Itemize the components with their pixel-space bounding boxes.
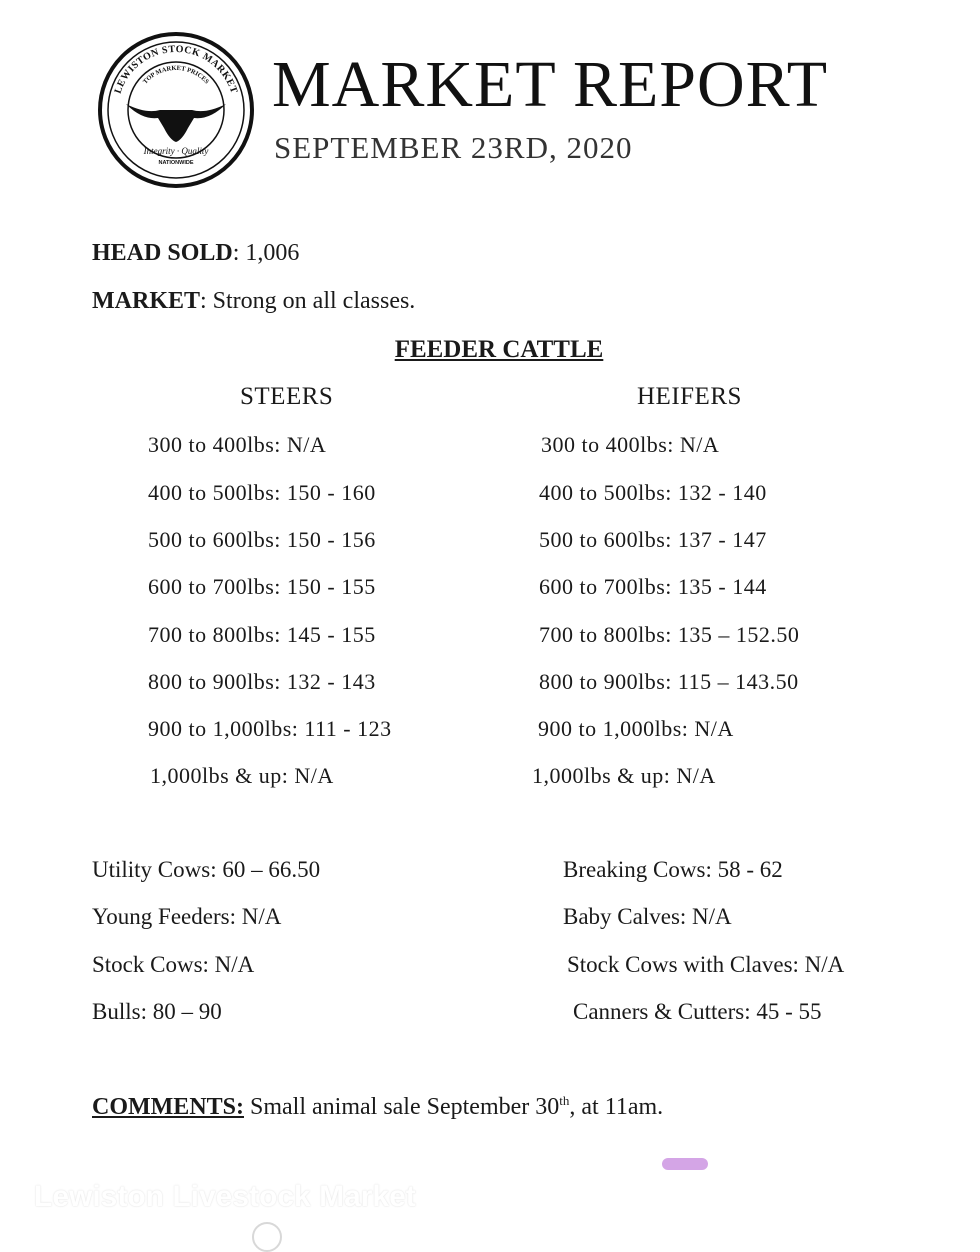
heifers-row: 800 to 900lbs: 115 – 143.50: [539, 669, 799, 694]
other-class-left: Young Feeders: N/A: [92, 904, 282, 929]
steers-row: 400 to 500lbs: 150 - 160: [148, 480, 376, 505]
steers-row: 700 to 800lbs: 145 - 155: [148, 622, 376, 647]
market-logo: [96, 30, 256, 190]
steers-row: 1,000lbs & up: N/A: [150, 763, 334, 788]
head-sold-label: HEAD SOLD: [92, 240, 233, 266]
comments-text-end: , at 11am.: [569, 1094, 664, 1120]
other-class-right: Baby Calves: N/A: [563, 904, 732, 929]
steers-row: 600 to 700lbs: 150 - 155: [148, 574, 376, 599]
logo-bottom-text: NATIONWIDE: [158, 160, 194, 166]
heifers-row: 900 to 1,000lbs: N/A: [538, 716, 734, 741]
heifers-row: 500 to 600lbs: 137 - 147: [539, 527, 767, 552]
comments-line: [92, 1093, 663, 1121]
report-title: MARKET REPORT: [272, 48, 829, 121]
steers-row: 900 to 1,000lbs: 111 - 123: [148, 716, 392, 741]
heifers-row: 1,000lbs & up: N/A: [532, 763, 716, 788]
market-value: : Strong on all classes.: [200, 288, 416, 314]
highlight-smudge: [662, 1158, 708, 1170]
other-class-right: Canners & Cutters: 45 - 55: [573, 999, 822, 1024]
report-date: SEPTEMBER 23RD, 2020: [274, 130, 633, 165]
other-class-left: Utility Cows: 60 – 66.50: [92, 857, 321, 882]
watermark-text: Lewiston Livestock Market: [34, 1180, 416, 1213]
logo-motto: Integrity · Quality: [143, 146, 209, 156]
other-class-left: Stock Cows: N/A: [92, 952, 255, 977]
heifers-row: 700 to 800lbs: 135 – 152.50: [539, 622, 800, 647]
head-sold-value: : 1,006: [232, 240, 300, 266]
heifers-row: 600 to 700lbs: 135 - 144: [539, 574, 767, 599]
comments-text: Small animal sale September 30: [244, 1094, 560, 1120]
market-line: [92, 288, 415, 315]
comments-superscript: th: [559, 1093, 570, 1108]
feeder-cattle-title: FEEDER CATTLE: [394, 336, 604, 363]
other-class-left: Bulls: 80 – 90: [92, 999, 222, 1024]
heifers-heading: HEIFERS: [637, 383, 742, 410]
steers-row: 500 to 600lbs: 150 - 156: [148, 527, 376, 552]
heifers-row: 400 to 500lbs: 132 - 140: [539, 480, 767, 505]
steers-row: 800 to 900lbs: 132 - 143: [148, 669, 376, 694]
logo-arc-text: TOP MARKET PRICES: [141, 64, 211, 86]
steers-row: 300 to 400lbs: N/A: [148, 432, 327, 457]
heifers-row: 300 to 400lbs: N/A: [541, 432, 720, 457]
logo-ring-text: LEWISTON STOCK MARKET: [112, 43, 240, 96]
head-sold-line: [92, 240, 299, 267]
comments-label: COMMENTS:: [92, 1094, 244, 1120]
other-class-right: Stock Cows with Claves: N/A: [567, 952, 845, 977]
market-label: MARKET: [92, 288, 200, 314]
globe-icon: [252, 1222, 282, 1252]
steers-heading: STEERS: [240, 383, 334, 410]
other-class-right: Breaking Cows: 58 - 62: [563, 857, 783, 882]
